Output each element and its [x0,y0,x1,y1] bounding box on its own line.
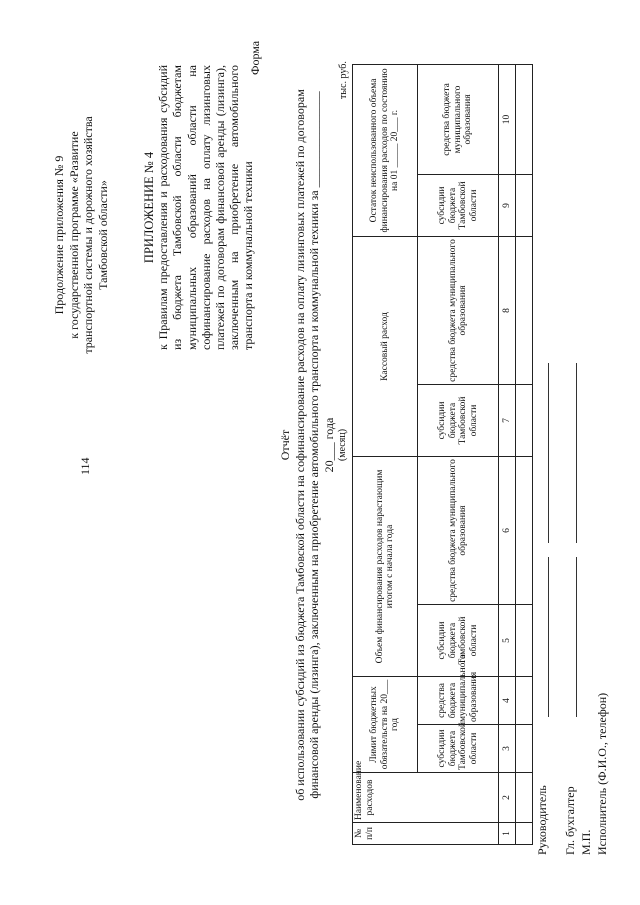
head-signature-line [548,557,549,717]
column-number: 8 [499,236,516,384]
page-number: 114 [78,457,92,475]
table-cell [516,823,533,845]
continuation-header [52,95,110,375]
header-volume: Объем финансирования расходов нарастающим итогом с начала года [353,456,418,676]
table-cell [516,384,533,456]
column-number: 4 [499,677,516,725]
column-number: 6 [499,456,516,604]
month-caption: (месяц) [337,428,348,462]
column-number: 2 [499,773,516,823]
header-cash: Кассовый расход [353,236,418,456]
table-cell [516,677,533,725]
table-cell [516,605,533,677]
appendix-text: к Правилам предоставления и расходования субсидий из бюджета Тамбовской области бюджетам муниципальных образований области на софинансирование расходов на оплату лизинговых платежей по договорам финансовой аренды (лизинга), заключенным на приобретение автомобильного транспорта и коммунальной техники [156,65,256,350]
continuation-line-2: к государственной программе «Развитие [66,131,81,339]
table-row [516,64,533,844]
continuation-line-3: транспортной системы и дорожного хозяйства [81,116,95,354]
table-cell [516,725,533,773]
report-line-1: об использовании субсидий из бюджета Тамбовской области на софинансирование расходов на оплату лизинговых платежей по договорам [292,89,307,801]
continuation-line-4: Тамбовской области» [95,180,110,290]
header-limit: Лимит бюджетных обязательств на 20___ год [353,677,418,773]
subheader-volume-municipal: средства бюджета муниципального образования [418,456,499,604]
table-cell [516,174,533,236]
appendix-title: ПРИЛОЖЕНИЕ № 4 [142,151,156,264]
accountant-signature-line [576,557,577,717]
continuation-line-1: Продолжение приложения № 9 [52,155,66,315]
appendix-block [142,65,256,350]
subheader-limit-regional: субсидии бюджета Тамбовской области [418,725,499,773]
column-number: 7 [499,384,516,456]
column-number: 3 [499,725,516,773]
column-number: 10 [499,64,516,174]
column-number: 1 [499,823,516,845]
table-cell [516,456,533,604]
table-cell [516,773,533,823]
column-numbers-row [499,64,516,844]
executor-label: Исполнитель (Ф.И.О., телефон) [595,692,609,855]
report-line-2: финансовой аренды (лизинга), заключенным на приобретение автомобильного транспорта и коммунальной техники за ________________ [307,91,321,799]
subheader-remain-municipal: средства бюджета муниципального образования [418,64,499,174]
report-heading [278,45,351,845]
report-title: Отчёт [278,429,292,461]
subheader-limit-municipal: средства бюджета муниципального образования [418,677,499,725]
head-name-line [548,363,549,543]
head-label: Руководитель [535,785,549,855]
subheader-cash-municipal: средства бюджета муниципального образования [418,236,499,384]
seal-label: М.П. [579,829,593,855]
table-cell [516,64,533,174]
header-remain: Остаток неиспользованного объема финансирования расходов по состоянию на 01 _____ 20___ г. [353,64,418,236]
accountant-name-line [576,363,577,543]
table-cell [516,236,533,384]
report-line-3: 20___ года [321,417,336,473]
form-label: Форма [248,40,262,75]
header-name: Наименование расходов [353,773,499,823]
column-number: 5 [499,605,516,677]
subheader-remain-regional: субсидии бюджета Тамбовской области [418,174,499,236]
accountant-label: Гл. бухгалтер [563,786,577,855]
units-label: тыс. руб. [338,61,349,99]
subheader-volume-regional: субсидии бюджета Тамбовской области [418,605,499,677]
report-table [352,64,533,845]
header-num: № п/п [353,823,499,845]
column-number: 9 [499,174,516,236]
subheader-cash-regional: субсидии бюджета Тамбовской области [418,384,499,456]
